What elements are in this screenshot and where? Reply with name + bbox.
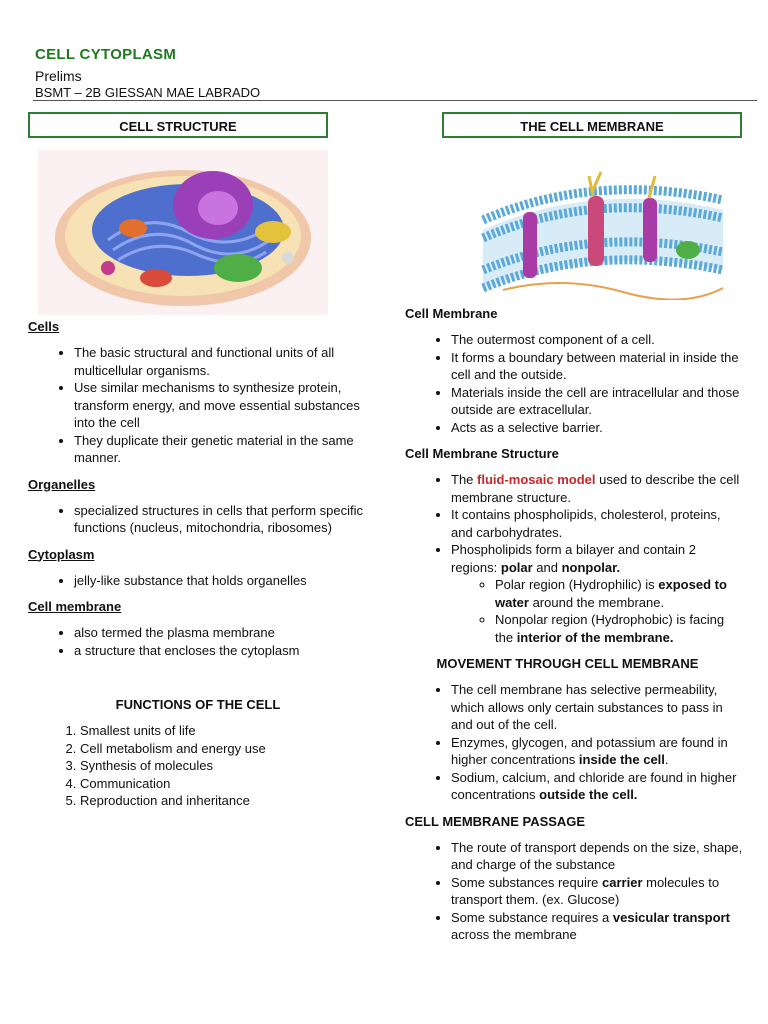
list-item: • Enzymes, glycogen, and potassium are found in higher concentrations inside the cell. xyxy=(451,734,745,769)
cytoplasm-list xyxy=(28,572,373,590)
membrane-illustration xyxy=(443,150,745,300)
cells-list xyxy=(28,344,373,467)
list-item: • Use similar mechanisms to synthesize protein, transform energy, and move essential substances into the cell xyxy=(74,379,373,432)
list-item: 2. Cell metabolism and energy use xyxy=(80,740,373,758)
list-item: 3. Synthesis of molecules xyxy=(80,757,373,775)
page-header xyxy=(35,46,757,100)
list-item: • Materials inside the cell are intracellular and those outside are extracellular. xyxy=(451,384,745,419)
document-title: CELL CYTOPLASM xyxy=(35,46,177,63)
organelles-heading: Organelles xyxy=(28,476,96,492)
list-item: • The route of transport depends on the size, shape, and charge of the substance xyxy=(451,839,745,874)
list-item: • It forms a boundary between material in inside the cell and the outside. xyxy=(451,349,745,384)
list-item: • The fluid-mosaic model used to describe the cell membrane structure. xyxy=(451,471,745,506)
fluid-mosaic-term: fluid-mosaic model xyxy=(477,472,596,487)
cell-membrane-def-list xyxy=(405,331,745,436)
cell-membrane-box: THE CELL MEMBRANE xyxy=(442,112,742,138)
passage-list xyxy=(405,839,745,944)
list-item: • also termed the plasma membrane xyxy=(74,624,373,642)
functions-heading: FUNCTIONS OF THE CELL xyxy=(115,697,281,712)
list-item: • Some substances require carrier molecules to transport them. (ex. Glucose) xyxy=(451,874,745,909)
list-item: • Acts as a selective barrier. xyxy=(451,419,745,437)
polarity-sublist xyxy=(451,576,745,646)
list-item: • specialized structures in cells that perform specific functions (nucleus, mitochondria, ribosomes) xyxy=(74,502,373,537)
membrane-structure-list xyxy=(405,471,745,646)
header-divider xyxy=(33,100,757,101)
list-item: • Some substance requires a vesicular transport across the membrane xyxy=(451,909,745,944)
membrane-structure-heading: Cell Membrane Structure xyxy=(405,446,559,461)
functions-list xyxy=(28,722,373,810)
list-item: • It contains phospholipids, cholesterol, proteins, and carbohydrates. xyxy=(451,506,745,541)
document-author: BSMT – 2B GIESSAN MAE LABRADO xyxy=(35,85,261,100)
cell-illustration xyxy=(38,150,373,315)
list-item: • The basic structural and functional units of all multicellular organisms. xyxy=(74,344,373,379)
list-item: ◦ Polar region (Hydrophilic) is exposed to water around the membrane. xyxy=(495,576,745,611)
list-item: • Sodium, calcium, and chloride are found in higher concentrations outside the cell. xyxy=(451,769,745,804)
cell-structure-box: CELL STRUCTURE xyxy=(28,112,328,138)
passage-heading: CELL MEMBRANE PASSAGE xyxy=(405,813,586,829)
cell-membrane-list xyxy=(28,624,373,659)
list-item: • They duplicate their genetic material in the same manner. xyxy=(74,432,373,467)
right-column xyxy=(405,112,745,944)
list-item: 4. Communication xyxy=(80,775,373,793)
list-item: • Phospholipids form a bilayer and contain 2 regions: polar and nonpolar. ◦ Polar region (Hydrophilic) is exposed to water around the membrane. ◦ Nonpolar region (Hydrophobic) is facing the interior of the membrane. xyxy=(451,541,745,646)
document-subtitle: Prelims xyxy=(35,68,82,84)
cytoplasm-heading: Cytoplasm xyxy=(28,546,95,562)
list-item: 1. Smallest units of life xyxy=(80,722,373,740)
cell-membrane-def-heading: Cell Membrane xyxy=(405,306,498,321)
list-item: • The cell membrane has selective permeability, which allows only certain substances to pass in and out of the cell. xyxy=(451,681,745,734)
cells-heading: Cells xyxy=(28,319,60,334)
list-item: • jelly-like substance that holds organelles xyxy=(74,572,373,590)
list-item: • The outermost component of a cell. xyxy=(451,331,745,349)
movement-heading: MOVEMENT THROUGH CELL MEMBRANE xyxy=(436,656,699,671)
list-item: • a structure that encloses the cytoplasm xyxy=(74,642,373,660)
list-item: 5. Reproduction and inheritance xyxy=(80,792,373,810)
movement-list xyxy=(405,681,745,804)
left-column xyxy=(28,112,373,810)
organelles-list xyxy=(28,502,373,537)
list-item: ◦ Nonpolar region (Hydrophobic) is facing the interior of the membrane. xyxy=(495,611,745,646)
cell-membrane-heading: Cell membrane xyxy=(28,599,122,614)
